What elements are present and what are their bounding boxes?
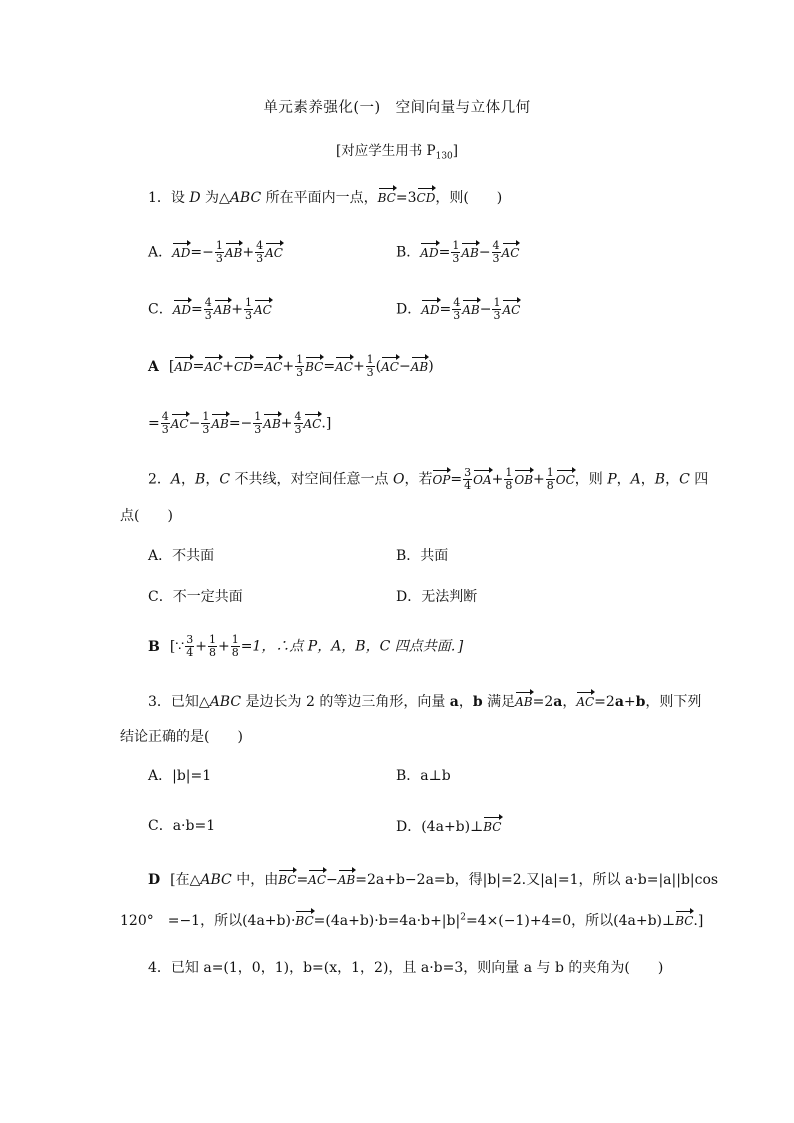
- question-3-stem-line2: 结论正确的是( ): [120, 729, 243, 745]
- question-3-stem-line1: 3．已知△ABC 是边长为 2 的等边三角形，向量 a，b 满足AB=2a，AC=2a+b，则下列: [148, 690, 701, 711]
- q2-solution: B [∵ $\frac{3}{4}$ + $\frac{1}{8}$ + $\frac{1}{8}$ =1，∴点 P，A，B，C 四点共面．]: [148, 633, 464, 659]
- page-title: 单元素养强化(一) 空间向量与立体几何: [263, 100, 531, 116]
- q1-answer: A: [148, 358, 159, 375]
- q2-option-c: C．不一定共面: [148, 589, 243, 605]
- q1-solution-line1: A [AD=AC+CD=AC+ $\frac{1}{3}$ BC=AC+ $\frac{1}{3}$ (AC−AB): [148, 353, 434, 379]
- q1-solution-line2: = $\frac{4}{3}$ AC− $\frac{1}{3}$ AB=− $\frac{1}{3}$ AB+ $\frac{4}{3}$ AC.]: [148, 410, 332, 436]
- question-2-stem-line1: 2．A，B，C 不共线，对空间任意一点 O，若OP= $\frac{3}{4}$ OA+ $\frac{1}{8}$ OB+ $\frac{1}{8}$ OC，则 P，A，B，C 四: [148, 466, 709, 492]
- q2-option-d: D．无法判断: [396, 589, 478, 605]
- question-4-stem: 4．已知 a=(1，0，1)，b=(x，1，2)，且 a·b=3，则向量 a 与 b 的夹角为( ): [148, 960, 664, 976]
- q1-option-b: B．AD= $\frac{1}{3}$ AB− $\frac{4}{3}$ AC: [396, 239, 520, 265]
- q1-option-a: A．AD=− $\frac{1}{3}$ AB+ $\frac{4}{3}$ AC: [148, 239, 283, 265]
- q3-solution-line1: D [在△ABC 中，由BC=AC−AB=2a+b−2a=b，得|b|=2.又|a|=1，所以 a·b=|a||b|cos: [148, 868, 718, 889]
- q1-option-d: D．AD= $\frac{4}{3}$ AB− $\frac{1}{3}$ AC: [396, 296, 521, 322]
- q3-option-d: D．(4a+b)⊥BC: [396, 815, 502, 836]
- q1-option-c: C．AD= $\frac{4}{3}$ AB+ $\frac{1}{3}$ AC: [148, 296, 272, 322]
- question-1-stem: 1．设 D 为△ABC 所在平面内一点，BC=3CD，则( ): [148, 186, 502, 207]
- q3-option-c: C．a·b=1: [148, 818, 216, 834]
- q2-answer: B: [148, 638, 160, 655]
- q3-option-b: B．a⊥b: [396, 768, 451, 784]
- q2-option-b: B．共面: [396, 548, 449, 564]
- question-2-stem-line2: 点( ): [120, 508, 173, 524]
- page-reference: [对应学生用书 $P_{130}$]: [335, 143, 459, 162]
- q3-option-a: A．|b|=1: [148, 768, 212, 784]
- q2-option-a: A．不共面: [148, 548, 215, 564]
- q3-solution-line2: 120° =−1，所以$(4a+b)\cdot BC=(4a+b)\cdot b=4a\cdot b+|b|^2=4\times(-1)+4=0$，所以(4a+b)⊥BC.]: [120, 909, 703, 930]
- q3-answer: D: [148, 872, 161, 888]
